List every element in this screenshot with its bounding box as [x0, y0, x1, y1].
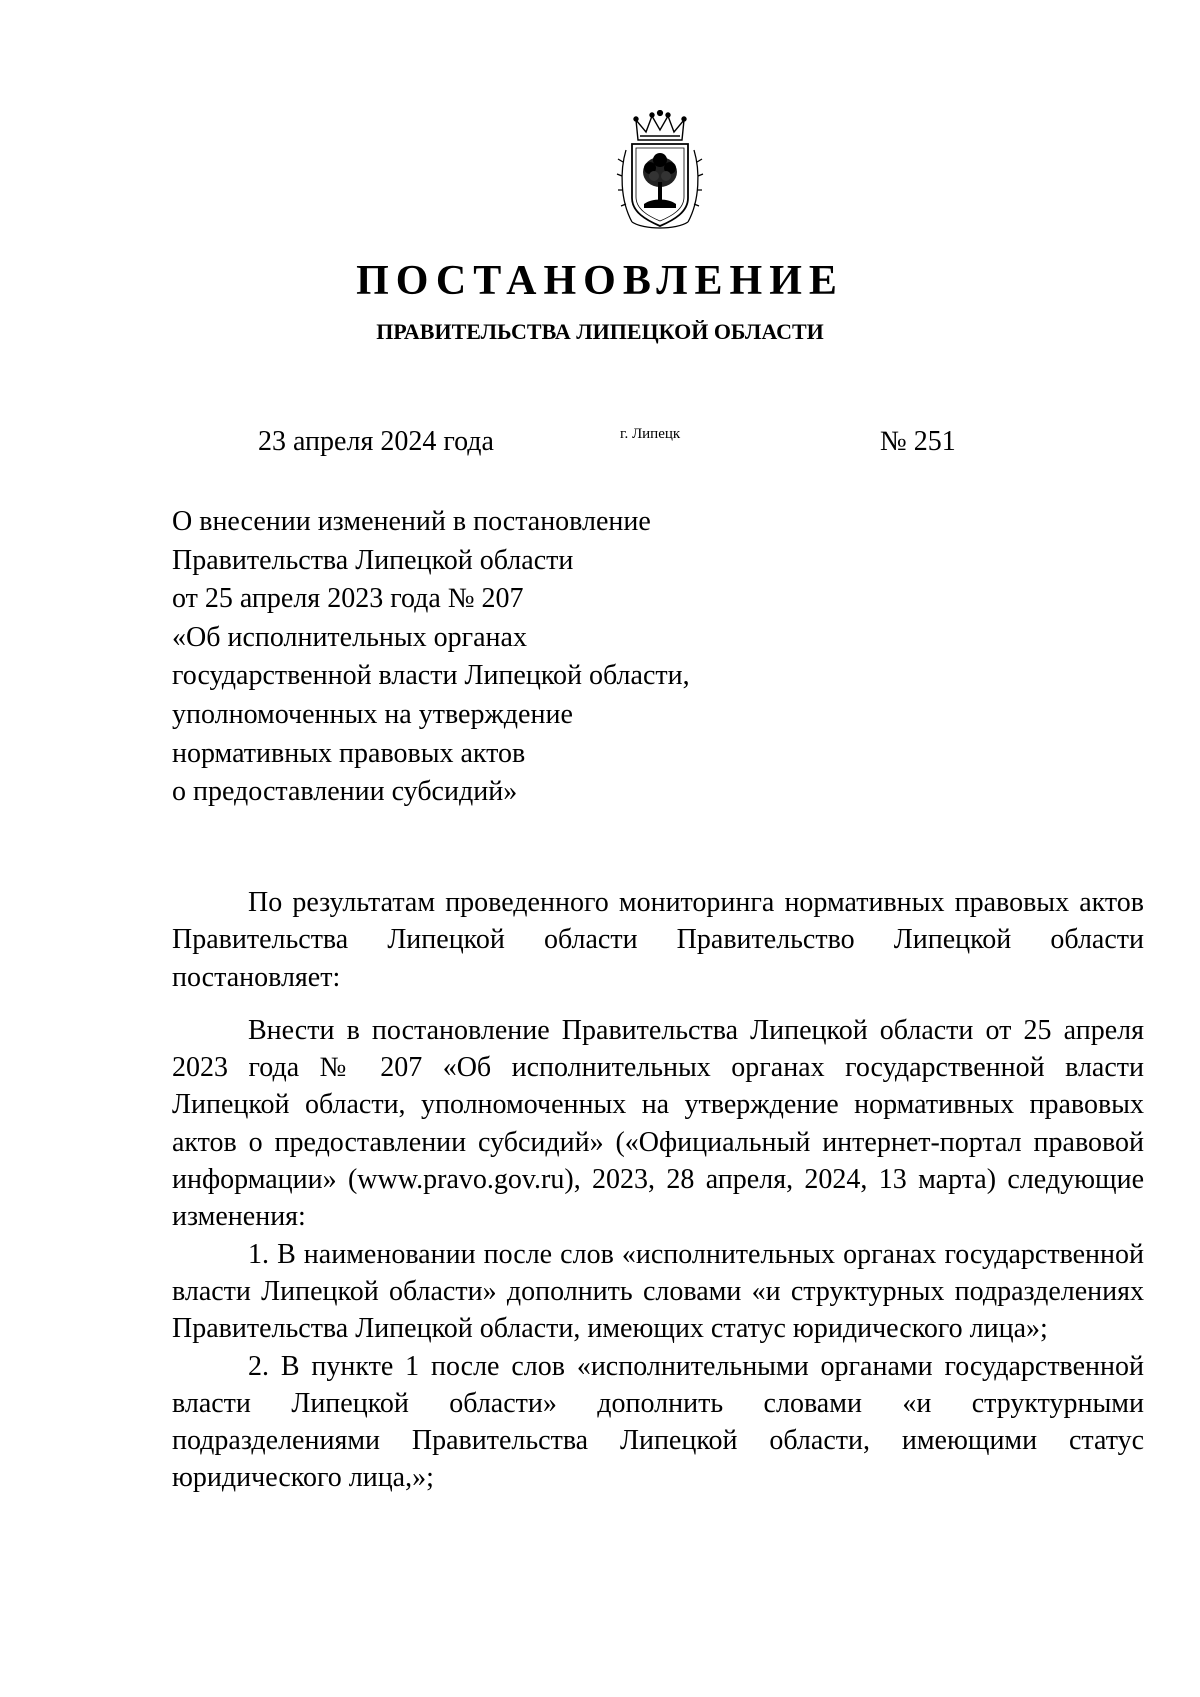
- heading-line: Правительства Липецкой области: [172, 544, 574, 576]
- heading-line: нормативных правовых актов: [172, 737, 526, 769]
- intro-paragraph: По результатам проведенного мониторинга нормативных правовых актов Правительства Липецкой области Правительство Липецкой области постановляет:: [172, 887, 1144, 993]
- document-number: № 251: [880, 426, 956, 457]
- list-item-text: В пункте 1 после слов «исполнительными органами государственной власти Липецкой области» дополнить словами «и структурными подразделениями Правительства Липецкой области, имеющими статус юридического лица,»;: [172, 1350, 1144, 1494]
- list-item-text: В наименовании после слов «исполнительных органах государственной власти Липецкой области» дополнить словами «и структурных подразделениях Правительства Липецкой области, имеющих статус юридического лица»;: [172, 1238, 1145, 1345]
- document-date: 23 апреля 2024 года: [258, 426, 494, 457]
- document-subtitle: ПРАВИТЕЛЬСТВА ЛИПЕЦКОЙ ОБЛАСТИ: [376, 319, 824, 344]
- heading-line: уполномоченных на утверждение: [172, 698, 573, 730]
- document-body: [172, 884, 1144, 1497]
- heading-line: «Об исполнительных органах: [172, 621, 527, 653]
- heading-line: государственной власти Липецкой области,: [172, 660, 690, 692]
- coat-of-arms-emblem: [614, 110, 706, 236]
- document-title: ПОСТАНОВЛЕНИЕ: [356, 258, 844, 304]
- list-item-number: 2.: [248, 1350, 269, 1382]
- heading-line: от 25 апреля 2023 года № 207: [172, 583, 524, 615]
- document-heading: [172, 503, 690, 812]
- list-item: [172, 1236, 1144, 1348]
- document-city: г. Липецк: [620, 426, 681, 442]
- list-item: [172, 1348, 1144, 1497]
- crown-icon: [634, 111, 686, 140]
- heading-line: О внесении изменений в постановление: [172, 506, 651, 537]
- list-item-number: 1.: [248, 1238, 269, 1270]
- main-paragraph: Внести в постановление Правительства Липецкой области от 25 апреля 2023 года № 207 «Об исполнительных органах государственной власти Липецкой области, уполномоченных на утверждение нормативных правовых актов о предоставлении субсидий» («Официальный интернет-портал правовой информации» (www.pravo.gov.ru), 2023, 28 апреля, 2024, 13 марта) следующие изменения:: [172, 1014, 1144, 1233]
- heading-line: о предоставлении субсидий»: [172, 776, 518, 808]
